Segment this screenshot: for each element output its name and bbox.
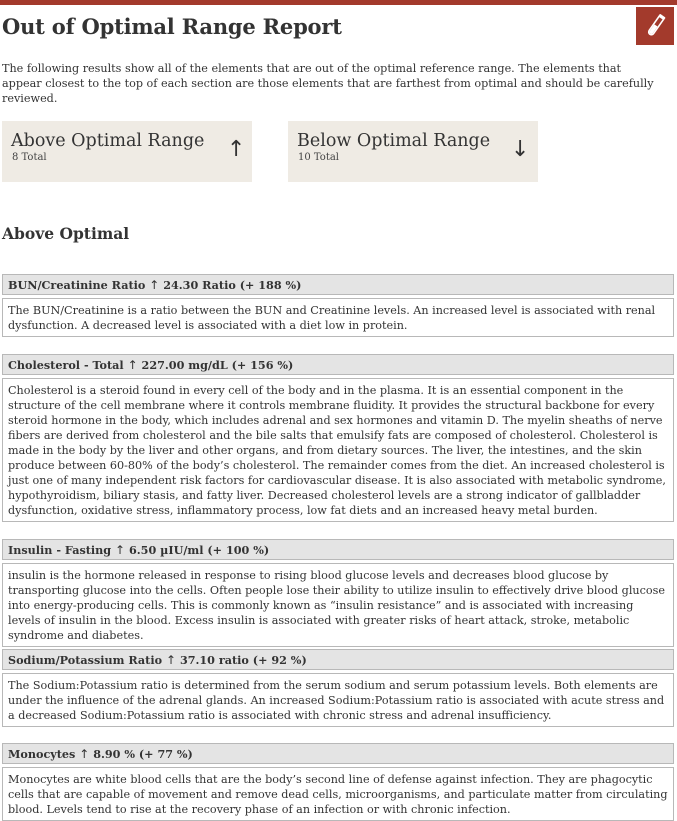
page-title: Out of Optimal Range Report [2, 14, 342, 39]
below-range-title: Below Optimal Range [297, 131, 491, 151]
result-name: Insulin - Fasting [8, 543, 112, 557]
below-optimal-range-card[interactable] [288, 121, 538, 182]
result-header [2, 539, 674, 560]
result-value: 6.50 µIU/ml (+ 100 %) [129, 543, 270, 557]
result-description: The Sodium:Potassium ratio is determined from the serum sodium and serum potassium levels. Both elements are under the influence of the adrenal glands. An increased Sodium:Potassium ratio is associated with acute stress and a decreased Sodium:Potassium ratio is associated with chronic stress and adrenal insufficiency. [2, 673, 674, 727]
arrow-up-icon: ↑ [227, 137, 246, 162]
result-header [2, 274, 674, 295]
result-item [2, 649, 674, 727]
result-item [2, 354, 674, 522]
result-name: Cholesterol - Total [8, 358, 124, 372]
result-value: 8.90 % (+ 77 %) [93, 747, 193, 761]
result-value: 37.10 ratio (+ 92 %) [179, 653, 307, 667]
result-item [2, 274, 674, 337]
result-value: 227.00 mg/dL (+ 156 %) [141, 358, 294, 372]
result-description: Monocytes are white blood cells that are the body’s second line of defense against infection. They are phagocytic cells that are capable of movement and remove dead cells, microorganisms, and particulate matter from circulating blood. Levels tend to rise at the recovery phase of an infection or with chronic infection. [2, 767, 674, 821]
logo [636, 7, 674, 45]
result-name: Sodium/Potassium Ratio [8, 653, 163, 667]
above-optimal-range-card[interactable] [2, 121, 252, 182]
result-header [2, 649, 674, 670]
test-tube-icon [640, 11, 670, 41]
result-value: 24.30 Ratio (+ 188 %) [163, 278, 302, 292]
result-header [2, 354, 674, 375]
result-description: Cholesterol is a steroid found in every cell of the body and in the plasma. It is an essential component in the structure of the cell membrane where it controls membrane fluidity. It provides the structural backbone for every steroid hormone in the body, which includes adrenal and sex hormones and vitamin D. The myelin sheaths of nerve fibers are derived from cholesterol and the bile salts that emulsify fats are composed of cholesterol. Cholesterol is made in the body by the liver and other organs, and from dietary sources. The liver, the intestines, and the skin produce between 60-80% of the body’s cholesterol. The remainder comes from the diet. An increased cholesterol is just one of many independent risk factors for cardiovascular disease. It is also associated with metabolic syndrome, hypothyroidism, biliary stasis, and fatty liver. Decreased cholesterol levels are a strong indicator of gallbladder dysfunction, oxidative stress, inflammatory process, low fat diets and an increased heavy metal burden. [2, 378, 674, 522]
arrow-up-icon: ↑ [149, 278, 160, 292]
arrow-up-icon: ↑ [165, 653, 177, 667]
result-name: Monocytes [8, 747, 76, 761]
above-range-count: 8 Total [12, 152, 47, 163]
result-header [2, 743, 674, 764]
above-range-title: Above Optimal Range [11, 131, 205, 151]
arrow-up-icon: ↑ [79, 747, 90, 761]
result-name: BUN/Creatinine Ratio [8, 278, 146, 292]
below-range-count: 10 Total [298, 152, 339, 163]
result-description: The BUN/Creatinine is a ratio between the BUN and Creatinine levels. An increased level is associated with renal dysfunction. A decreased level is associated with a diet low in protein. [2, 298, 674, 337]
arrow-up-icon: ↑ [115, 543, 126, 557]
arrow-down-icon: ↓ [511, 137, 530, 162]
intro-text: The following results show all of the elements that are out of the optimal reference range. The elements that appear closest to the top of each section are those elements that are farthest from optimal and should be carefully reviewed. [2, 62, 654, 105]
arrow-up-icon: ↑ [127, 358, 138, 372]
section-heading-above-optimal: Above Optimal [2, 224, 130, 243]
result-item [2, 743, 674, 821]
top-accent-bar [0, 0, 677, 5]
result-item [2, 539, 674, 647]
result-description: insulin is the hormone released in response to rising blood glucose levels and decreases blood glucose by transporting glucose into the cells. Often people lose their ability to utilize insulin to effectively drive blood glucose into energy-producing cells. This is commonly known as “insulin resistance” and is associated with increasing levels of insulin in the blood. Excess insulin is associated with greater risks of heart attack, stroke, metabolic syndrome and diabetes. [2, 563, 674, 647]
